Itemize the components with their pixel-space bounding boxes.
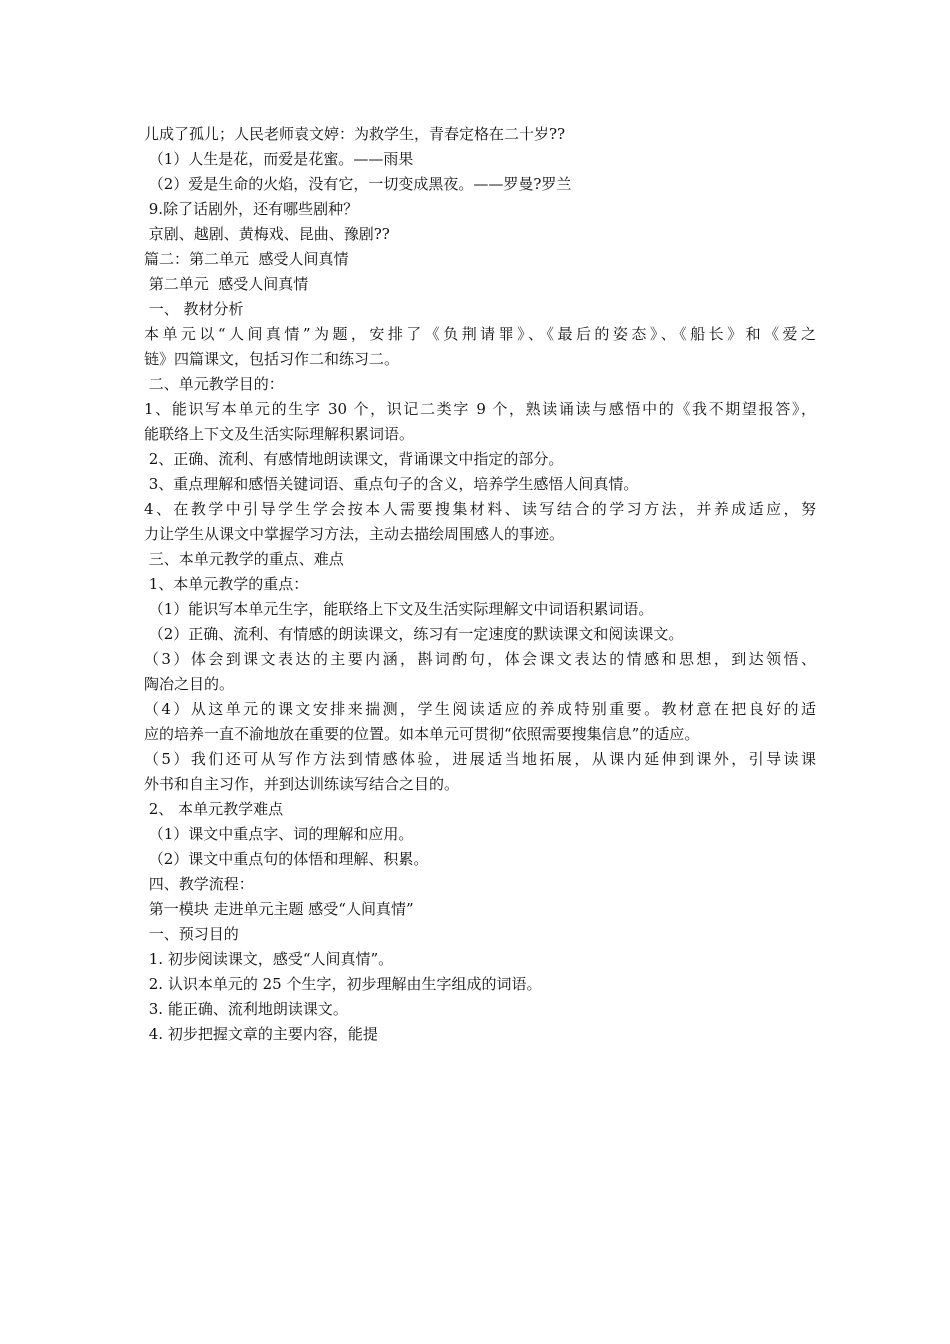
- text-line: （3）体会到课文表达的主要内涵，斟词酌句，体会课文表达的情感和思想，到达领悟、: [144, 650, 816, 668]
- subheading: 一、 教材分析: [144, 300, 244, 318]
- text-line: （2）正确、流利、有情感的朗读课文，练习有一定速度的默读课文和阅读课文。: [144, 625, 684, 643]
- text-line: 能联络上下文及生活实际理解积累词语。: [144, 425, 415, 443]
- text-line: 链》四篇课文，包括习作二和练习二。: [144, 350, 400, 368]
- text-line: （2）课文中重点句的体悟和理解、积累。: [144, 850, 429, 868]
- text-line: （1）能识写本单元生字，能联络上下文及生活实际理解文中词语积累词语。: [144, 600, 654, 618]
- text-line: 2、正确、流利、有感情地朗读课文，背诵课文中指定的部分。: [144, 450, 564, 468]
- text-line: 陶冶之目的。: [144, 675, 235, 693]
- text-line: 应的培养一直不渝地放在重要的位置。如本单元可贯彻“依照需要搜集信息”的适应。: [144, 725, 700, 743]
- unit-title: 第二单元 感受人间真情: [144, 275, 309, 293]
- text-line: 京剧、越剧、黄梅戏、昆曲、豫剧??: [144, 225, 390, 243]
- text-line: （2）爱是生命的火焰，没有它，一切变成黑夜。——罗曼?罗兰: [144, 175, 572, 193]
- text-line: 外书和自主习作，并到达训练读写结合之目的。: [144, 775, 460, 793]
- text-line: 1、能识写本单元的生字 30 个，识记二类字 9 个，熟读诵读与感悟中的《我不期望报答》，: [144, 400, 816, 418]
- text-line: 本单元以“人间真情”为题，安排了《负荆请罪》、《最后的姿态》、《船长》和《爱之: [144, 325, 816, 343]
- section-heading: 篇二：第二单元 感受人间真情: [144, 250, 349, 268]
- text-line: （1）人生是花，而爱是花蜜。——雨果: [144, 150, 414, 168]
- text-line: （5）我们还可从写作方法到情感体验，进展适当地拓展，从课内延伸到课外，引导读课: [144, 750, 816, 768]
- subheading: 四、教学流程：: [144, 875, 254, 893]
- text-line: 3. 能正确、流利地朗读课文。: [144, 1000, 348, 1018]
- text-line: 4. 初步把握文章的主要内容，能提: [144, 1025, 378, 1043]
- text-line: 儿成了孤儿；人民老师袁文婷：为救学生，青春定格在二十岁??: [144, 125, 566, 143]
- document-body: [144, 122, 816, 1047]
- subheading: 2、 本单元教学难点: [144, 800, 284, 818]
- text-line: 9.除了话剧外，还有哪些剧种？: [144, 200, 359, 218]
- text-line: 第一模块 走进单元主题 感受“人间真情”: [144, 900, 414, 918]
- text-line: 1、本单元教学的重点：: [144, 575, 309, 593]
- text-line: 1. 初步阅读课文，感受“人间真情”。: [144, 950, 394, 968]
- text-line: （4）从这单元的课文安排来揣测，学生阅读适应的养成特别重要。教材意在把良好的适: [144, 700, 816, 718]
- subheading: 二、单元教学目的：: [144, 375, 284, 393]
- text-line: 4、在教学中引导学生学会按本人需要搜集材料、读写结合的学习方法，并养成适应，努: [144, 500, 816, 518]
- text-line: 力让学生从课文中掌握学习方法，主动去描绘周围感人的事迹。: [144, 525, 565, 543]
- text-line: （1）课文中重点字、词的理解和应用。: [144, 825, 414, 843]
- subheading: 一、预习目的: [144, 925, 239, 943]
- text-line: 2. 认识本单元的 25 个生字，初步理解由生字组成的词语。: [144, 975, 542, 993]
- subheading: 三、本单元教学的重点、难点: [144, 550, 344, 568]
- text-line: 3、重点理解和感悟关键词语、重点句子的含义，培养学生感悟人间真情。: [144, 475, 639, 493]
